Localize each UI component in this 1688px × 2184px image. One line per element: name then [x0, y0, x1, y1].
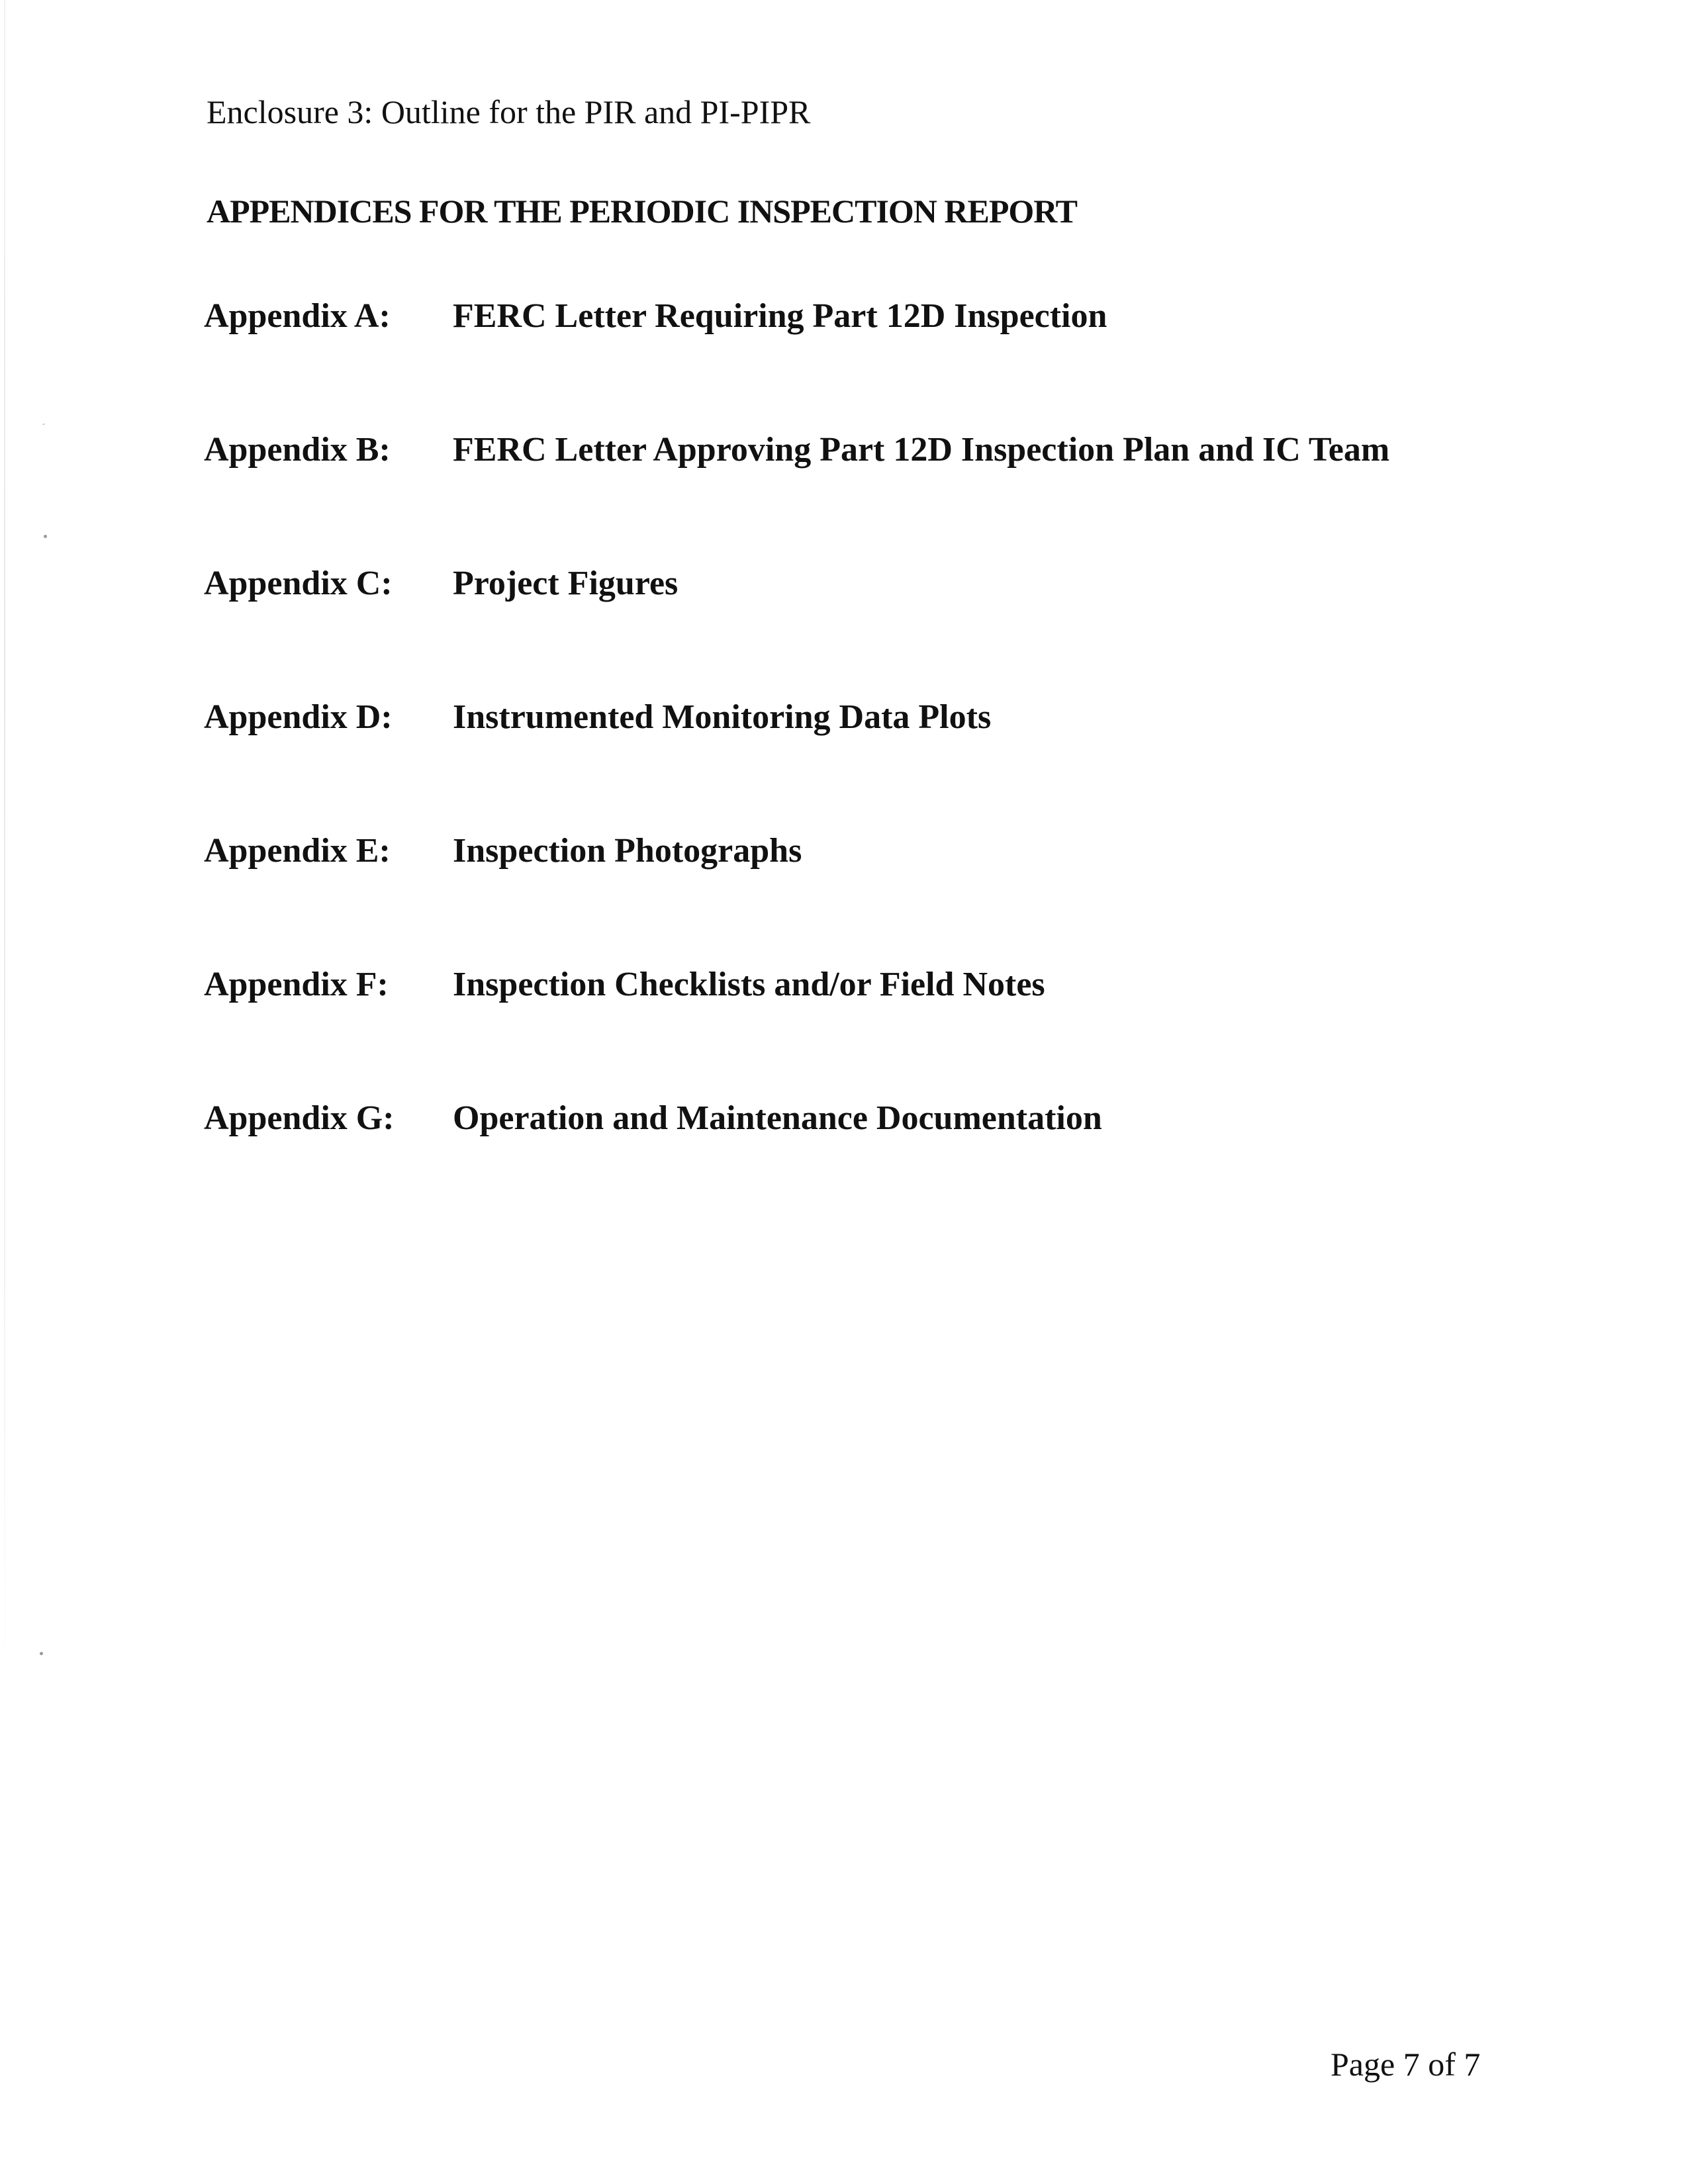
enclosure-heading: Enclosure 3: Outline for the PIR and PI-PIPR	[207, 93, 811, 130]
scan-speck	[44, 535, 47, 538]
appendix-label: Appendix E:	[204, 832, 391, 870]
appendix-row	[204, 296, 1528, 430]
scan-speck	[40, 1652, 43, 1655]
appendix-title: FERC Letter Requiring Part 12D Inspection	[453, 297, 1107, 335]
appendix-title: FERC Letter Approving Part 12D Inspection Plan and IC Team	[453, 431, 1390, 469]
appendix-row	[204, 564, 1528, 698]
appendix-label: Appendix F:	[204, 966, 389, 1003]
appendix-row	[204, 1099, 1528, 1232]
appendix-title: Instrumented Monitoring Data Plots	[453, 698, 992, 736]
appendix-row	[204, 698, 1528, 831]
appendix-row	[204, 831, 1528, 965]
page-number: Page 7 of 7	[1331, 2046, 1481, 2083]
appendix-title: Inspection Photographs	[453, 832, 802, 870]
scan-edge-line	[4, 0, 5, 1694]
appendix-title: Project Figures	[453, 565, 679, 602]
appendix-label: Appendix G:	[204, 1099, 395, 1137]
section-title: APPENDICES FOR THE PERIODIC INSPECTION REPORT	[207, 193, 1078, 230]
appendix-row	[204, 965, 1528, 1099]
appendix-label: Appendix C:	[204, 565, 393, 602]
appendix-title: Inspection Checklists and/or Field Notes	[453, 966, 1045, 1003]
scan-speck	[42, 424, 45, 425]
appendix-label: Appendix D:	[204, 698, 393, 736]
appendix-label: Appendix A:	[204, 297, 391, 335]
appendix-title: Operation and Maintenance Documentation	[453, 1099, 1102, 1137]
appendix-label: Appendix B:	[204, 431, 391, 469]
appendix-row	[204, 430, 1528, 564]
appendix-list	[204, 296, 1528, 1232]
